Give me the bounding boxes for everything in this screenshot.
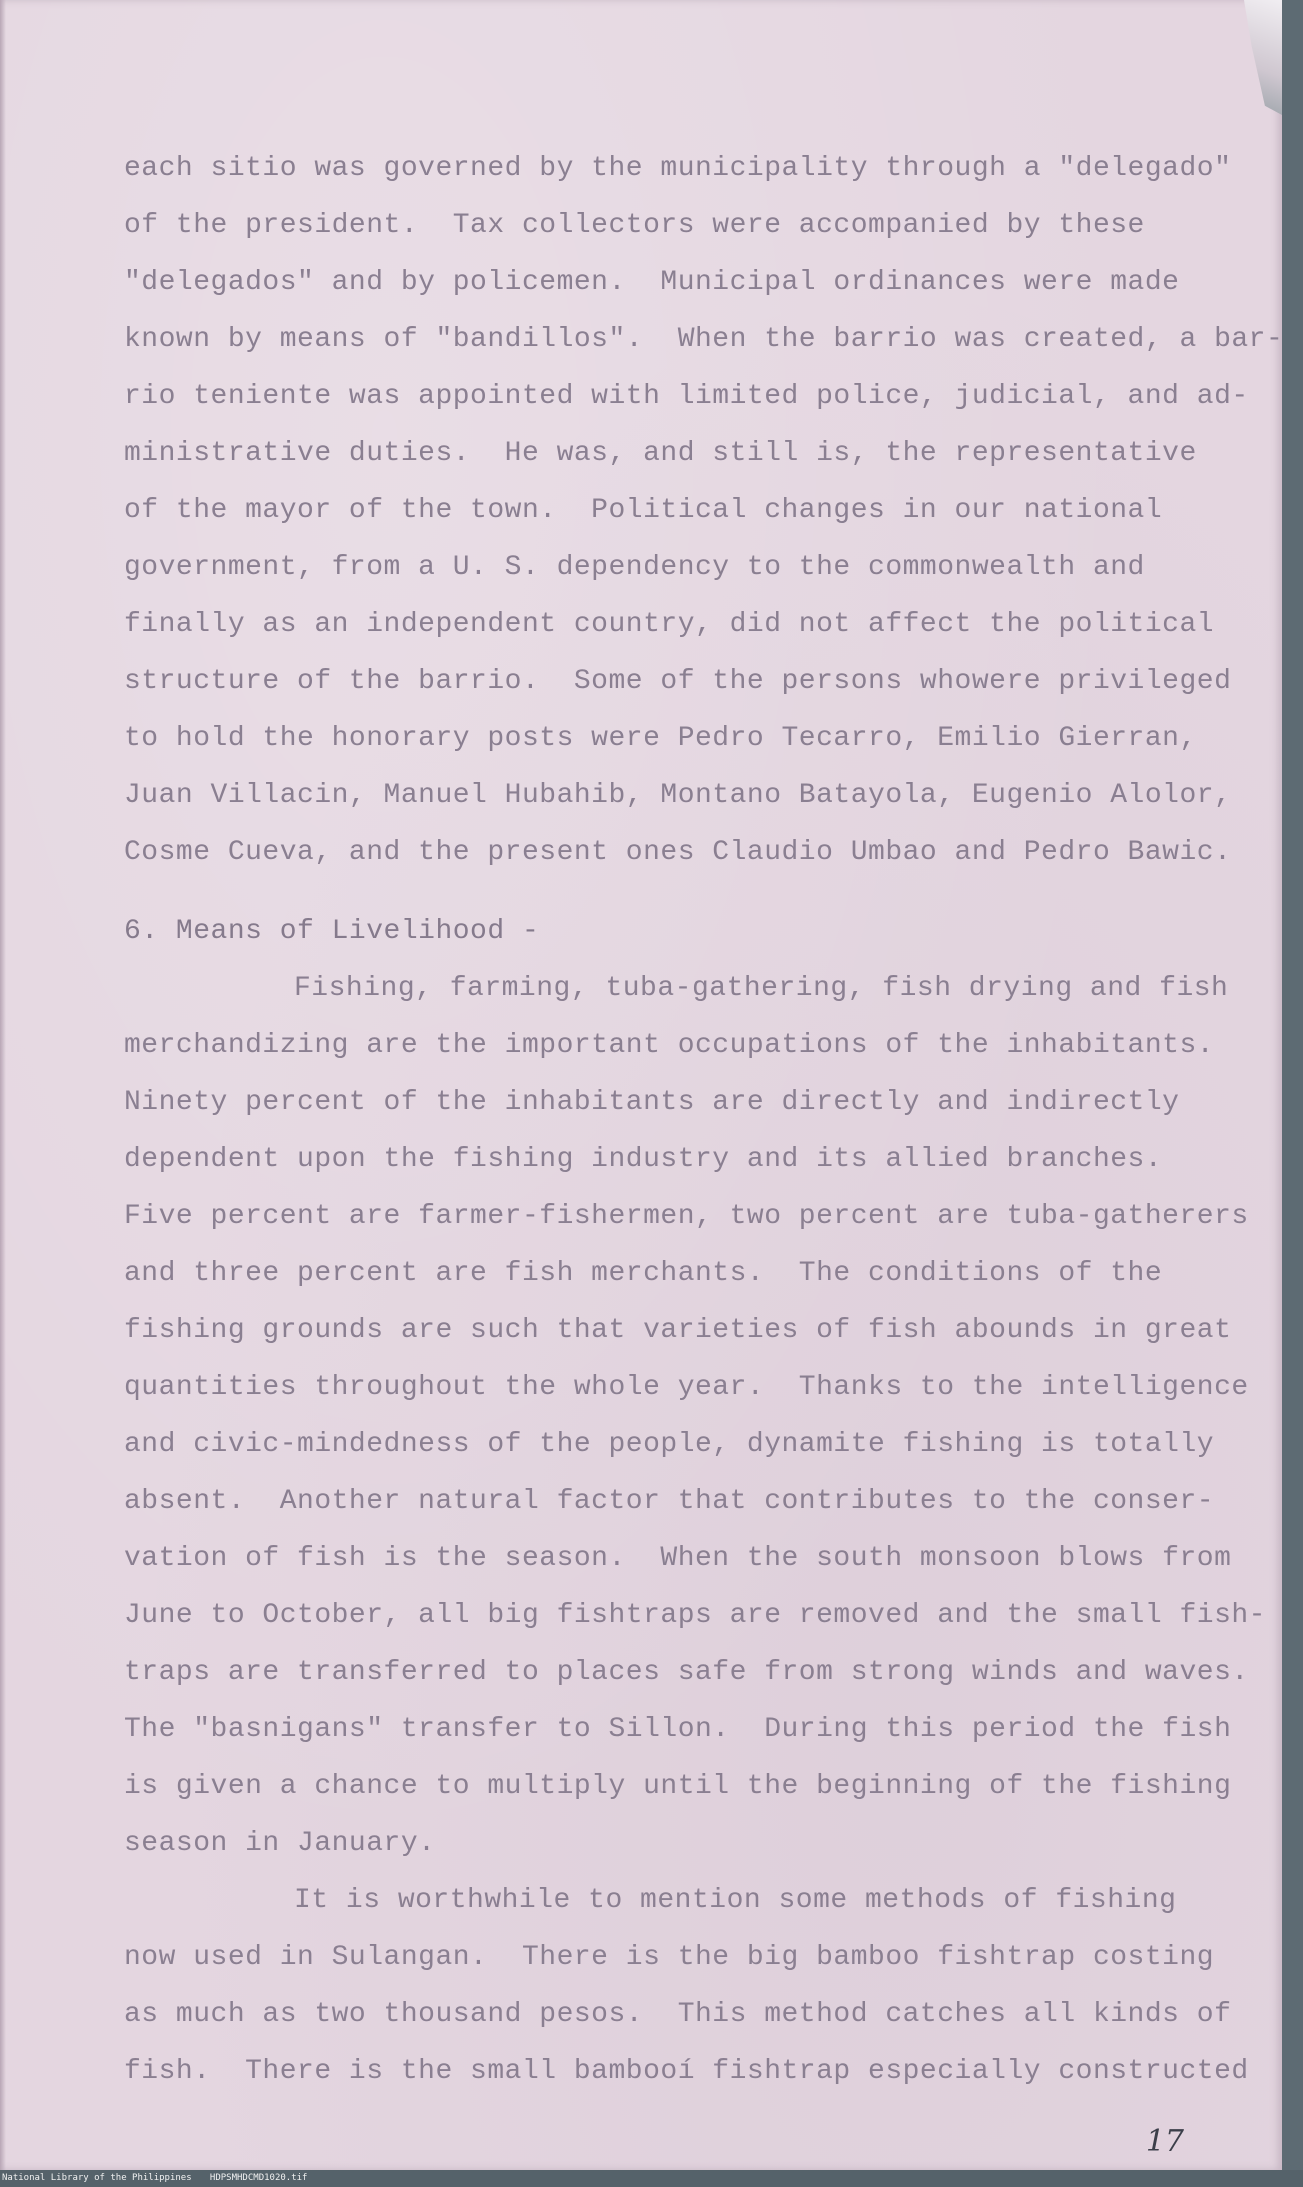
text-line: now used in Sulangan. There is the big bamboo fishtrap costing	[124, 1942, 1215, 1973]
text-line: traps are transferred to places safe from strong winds and waves.	[124, 1657, 1249, 1688]
text-line: is given a chance to multiply until the beginning of the fishing	[124, 1771, 1232, 1802]
text-line: Juan Villacin, Manuel Hubahib, Montano Batayola, Eugenio Alolor,	[124, 780, 1232, 811]
text-line: as much as two thousand pesos. This method catches all kinds of	[124, 1999, 1232, 2030]
text-line: Fishing, farming, tuba-gathering, fish drying and fish	[294, 973, 1229, 1004]
text-line: and civic-mindedness of the people, dynamite fishing is totally	[124, 1429, 1215, 1460]
text-line: finally as an independent country, did not affect the political	[124, 609, 1215, 640]
paragraph-livelihood	[124, 960, 1266, 1872]
text-line: and three percent are fish merchants. The conditions of the	[124, 1258, 1163, 1289]
archive-caption-bar	[0, 2170, 1303, 2187]
text-line: absent. Another natural factor that contributes to the conser-	[124, 1486, 1215, 1517]
paragraph-barrio-government	[124, 140, 1284, 881]
text-line: "delegados" and by policemen. Municipal ordinances were made	[124, 267, 1180, 298]
page-number: 17	[1145, 2124, 1184, 2159]
text-line: fishing grounds are such that varieties of fish abounds in great	[124, 1315, 1232, 1346]
text-line: quantities throughout the whole year. Thanks to the intelligence	[124, 1372, 1249, 1403]
paragraph-fishing-methods	[124, 1872, 1249, 2100]
text-line: of the president. Tax collectors were accompanied by these	[124, 210, 1145, 241]
text-line: known by means of "bandillos". When the barrio was created, a bar-	[124, 324, 1284, 355]
document-body	[124, 140, 1284, 2100]
paragraph-spacer	[124, 881, 1244, 903]
text-line: June to October, all big fishtraps are removed and the small fish-	[124, 1600, 1266, 1631]
text-line: to hold the honorary posts were Pedro Tecarro, Emilio Gierran,	[124, 723, 1197, 754]
text-line: merchandizing are the important occupations of the inhabitants.	[124, 1030, 1215, 1061]
text-line: each sitio was governed by the municipality through a "delegado"	[124, 153, 1232, 184]
text-line: fish. There is the small bambooí fishtrap especially constructed	[124, 2056, 1249, 2087]
page-left-edge	[0, 0, 6, 2170]
section-heading: 6. Means of Livelihood -	[124, 916, 540, 947]
text-line: season in January.	[124, 1828, 436, 1859]
file-name: HDPSMHDCMD1020.tif	[209, 2173, 308, 2183]
text-line: Ninety percent of the inhabitants are directly and indirectly	[124, 1087, 1180, 1118]
text-line: Cosme Cueva, and the present ones Claudio Umbao and Pedro Bawic.	[124, 837, 1232, 868]
text-line: structure of the barrio. Some of the persons whowere privileged	[124, 666, 1232, 697]
text-line: government, from a U. S. dependency to the commonwealth and	[124, 552, 1145, 583]
text-line: rio teniente was appointed with limited police, judicial, and ad-	[124, 381, 1249, 412]
library-name: National Library of the Philippines	[2, 2173, 192, 2183]
text-line: The "basnigans" transfer to Sillon. During this period the fish	[124, 1714, 1232, 1745]
text-line: dependent upon the fishing industry and its allied branches.	[124, 1144, 1163, 1175]
text-line: ministrative duties. He was, and still is, the representative	[124, 438, 1197, 469]
text-line: It is worthwhile to mention some methods of fishing	[294, 1885, 1177, 1916]
text-line: vation of fish is the season. When the south monsoon blows from	[124, 1543, 1232, 1574]
folded-corner	[1244, 0, 1282, 115]
text-line: of the mayor of the town. Political changes in our national	[124, 495, 1163, 526]
text-line: Five percent are farmer-fishermen, two percent are tuba-gatherers	[124, 1201, 1249, 1232]
